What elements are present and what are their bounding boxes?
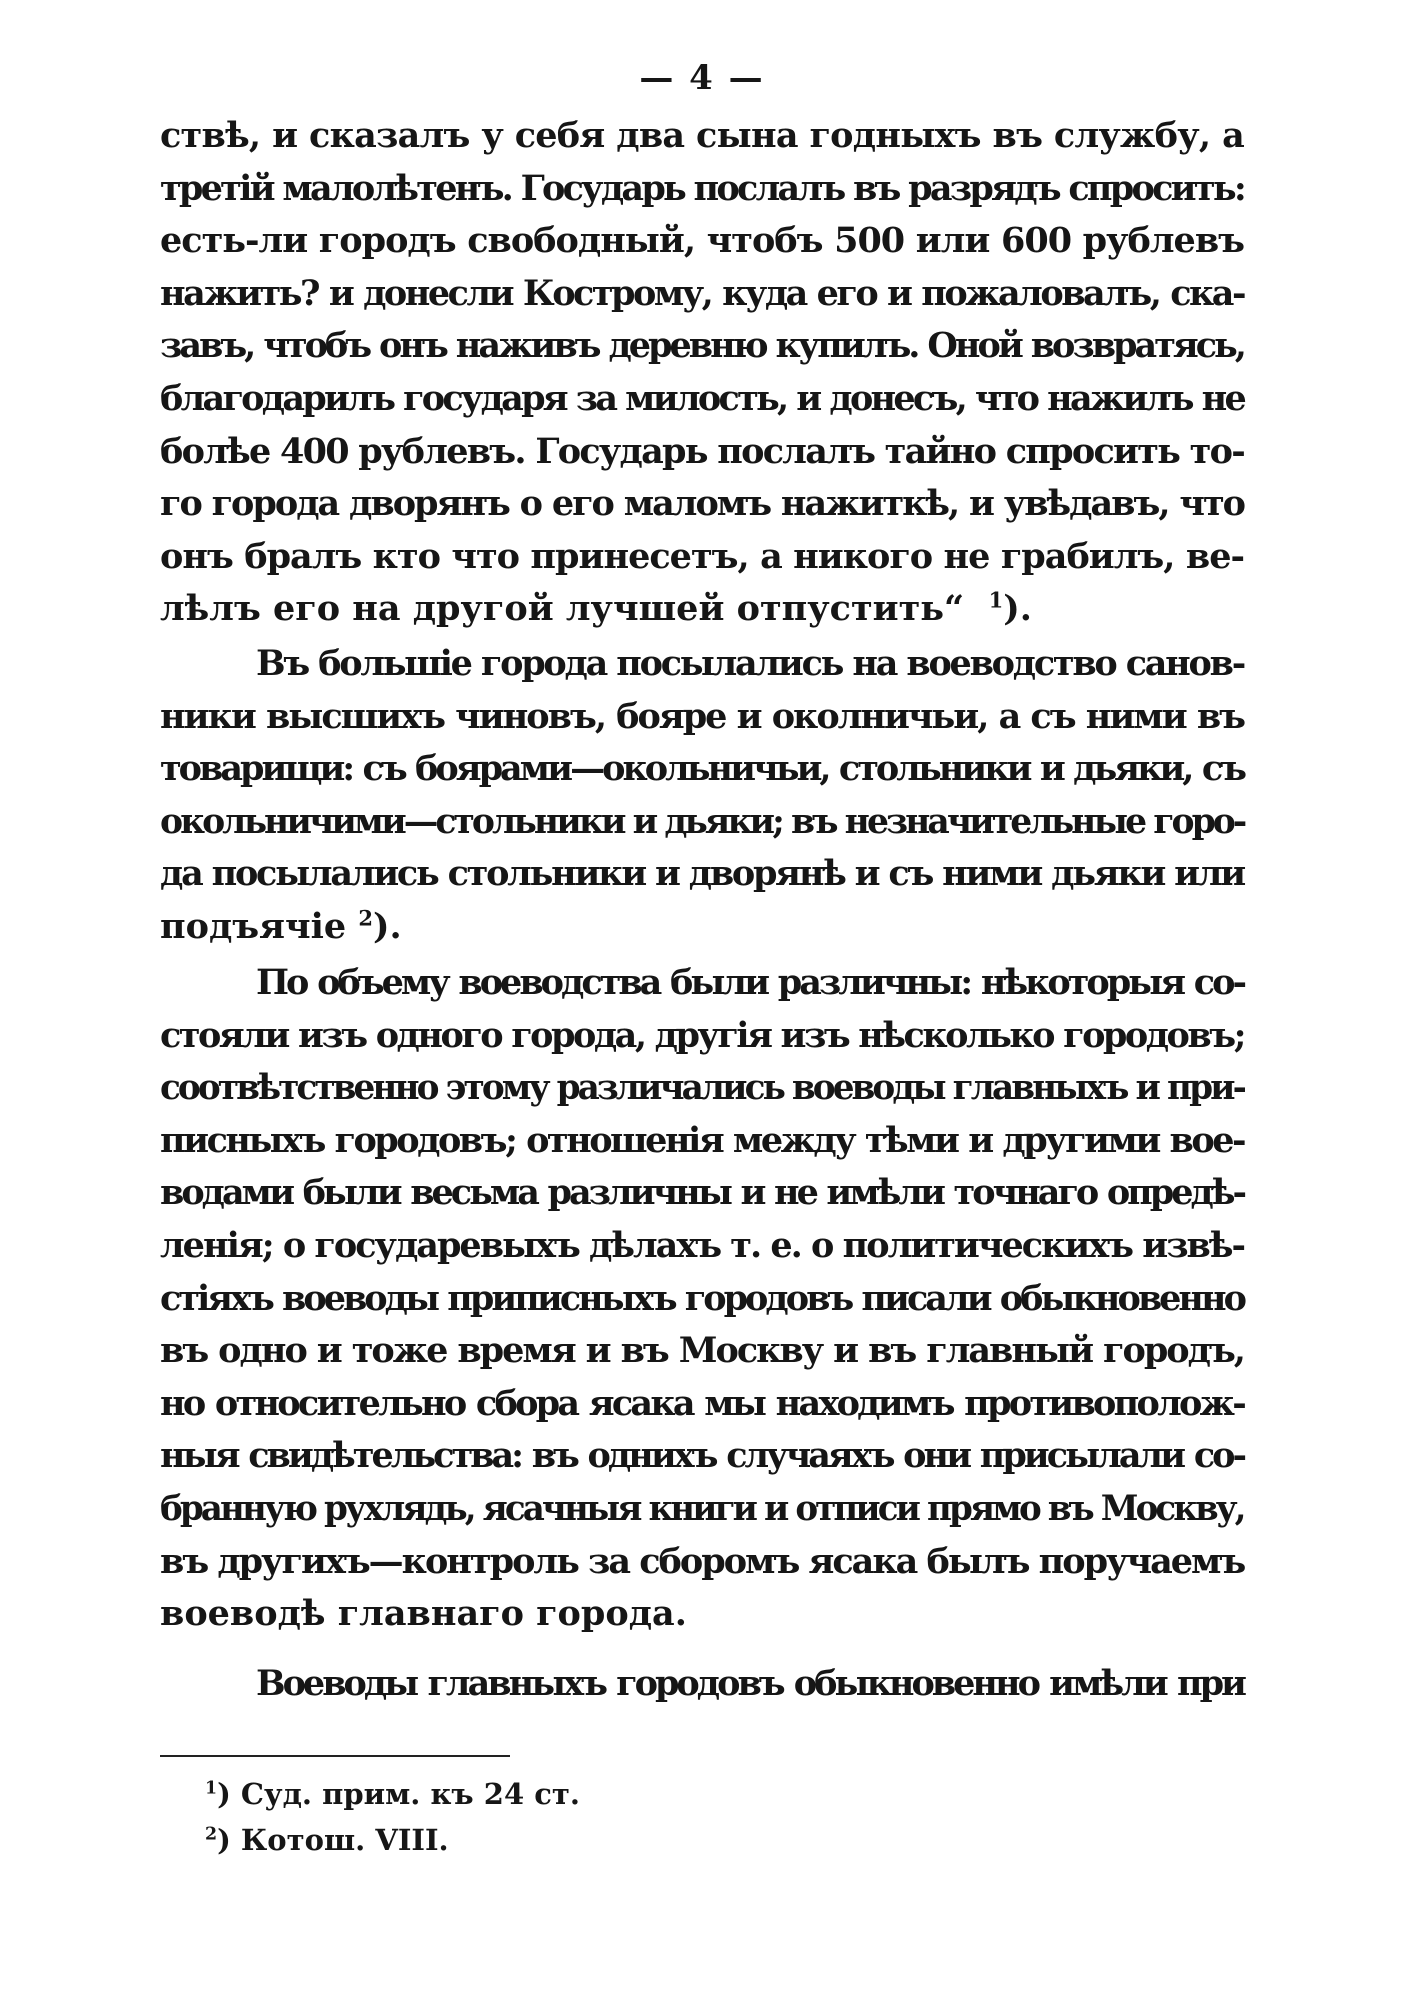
page-number: — 4 — bbox=[639, 58, 765, 98]
text-line: но относительно сбора ясака мы находимъ противополож- bbox=[160, 1382, 1244, 1424]
text-line: болѣе 400 рублевъ. Государь послалъ тайно спросить то- bbox=[160, 430, 1244, 472]
text-line: да посылались стольники и дворянѣ и съ ними дьяки или bbox=[160, 853, 1244, 895]
footnote-ref-tail: ). bbox=[373, 905, 402, 947]
text-line: По объему воеводства были различны: нѣкоторыя со- bbox=[256, 962, 1244, 1003]
text-line-content: лѣлъ его на другой лучшей отпустить“ bbox=[160, 588, 965, 630]
text-line bbox=[160, 583, 1244, 636]
footnote-1 bbox=[205, 1771, 580, 1817]
text-line: въ одно и тоже время и въ Москву и въ главный городъ, bbox=[160, 1330, 1244, 1372]
text-line: въ другихъ—контроль за сборомъ ясака былъ поручаемъ bbox=[160, 1540, 1245, 1582]
text-line: нажить? и донесли Кострому, куда его и пожаловалъ, ска- bbox=[160, 272, 1244, 314]
footnote-ref-tail: ). bbox=[1003, 588, 1032, 630]
footnote-2 bbox=[205, 1817, 580, 1863]
text-line: писныхъ городовъ; отношенія между тѣми и другими вое- bbox=[160, 1119, 1244, 1161]
text-line: стіяхъ воеводы приписныхъ городовъ писали обыкновенно bbox=[160, 1277, 1244, 1319]
text-line: Воеводы главныхъ городовъ обыкновенно имѣли при bbox=[256, 1663, 1244, 1704]
text-line: онъ бралъ кто что принесетъ, а никого не грабилъ, ве- bbox=[160, 535, 1244, 577]
text-line: воеводѣ главнаго города. bbox=[160, 1593, 687, 1635]
text-line: ствѣ, и сказалъ у себя два сына годныхъ въ службу, а bbox=[160, 115, 1244, 156]
text-line: Въ большіе города посылались на воеводство санов- bbox=[256, 643, 1244, 684]
footnote-mark: 2 bbox=[205, 1824, 218, 1845]
text-line: окольничими—стольники и дьяки; въ незначительные горо- bbox=[160, 800, 1245, 842]
paragraph-4 bbox=[160, 1658, 1244, 1711]
text-line: третій малолѣтенъ. Государь послалъ въ разрядъ спросить: bbox=[160, 167, 1244, 209]
text-line: бранную рухлядь, ясачныя книги и отписи прямо въ Москву, bbox=[160, 1487, 1244, 1529]
footnote-ref: 2 bbox=[358, 905, 373, 931]
footnotes bbox=[205, 1771, 580, 1863]
paragraph-3 bbox=[160, 957, 1244, 1641]
footnote-text: ) Котош. VIII. bbox=[217, 1823, 449, 1857]
text-line-content: подъячіе bbox=[160, 905, 347, 947]
text-line: завъ, чтобъ онъ наживъ деревню купилъ. Оной возвратясь, bbox=[160, 325, 1244, 367]
footnote-ref: 1 bbox=[988, 587, 1004, 613]
text-line: соотвѣтственно этому различались воеводы главныхъ и при- bbox=[160, 1067, 1244, 1109]
text-line: ныя свидѣтельства: въ однихъ случаяхъ они присылали со- bbox=[160, 1435, 1244, 1477]
footnote-mark: 1 bbox=[205, 1778, 218, 1799]
text-line: стояли изъ одного города, другія изъ нѣсколько городовъ; bbox=[160, 1014, 1244, 1056]
text-line: ленія; о государевыхъ дѣлахъ т. е. о политическихъ извѣ- bbox=[160, 1224, 1244, 1266]
footnote-divider bbox=[160, 1755, 510, 1757]
paragraph-1 bbox=[160, 110, 1244, 636]
footnote-text: ) Суд. прим. къ 24 ст. bbox=[217, 1777, 580, 1811]
text-line: есть-ли городъ свободный, чтобъ 500 или 600 рублевъ bbox=[160, 220, 1244, 262]
text-line: го города дворянъ о его маломъ нажиткѣ, и увѣдавъ, что bbox=[160, 483, 1244, 525]
text-line: водами были весьма различны и не имѣли точнаго опредѣ- bbox=[160, 1172, 1244, 1214]
text-line: товарищи: съ боярами—окольничьи, стольники и дьяки, съ bbox=[160, 748, 1244, 790]
text-line bbox=[160, 901, 1244, 954]
text-line: благодарилъ государя за милость, и донесъ, что нажилъ не bbox=[160, 377, 1244, 419]
paragraph-2 bbox=[160, 638, 1244, 954]
text-line: ники высшихъ чиновъ, бояре и околничьи, а съ ними въ bbox=[160, 695, 1244, 737]
